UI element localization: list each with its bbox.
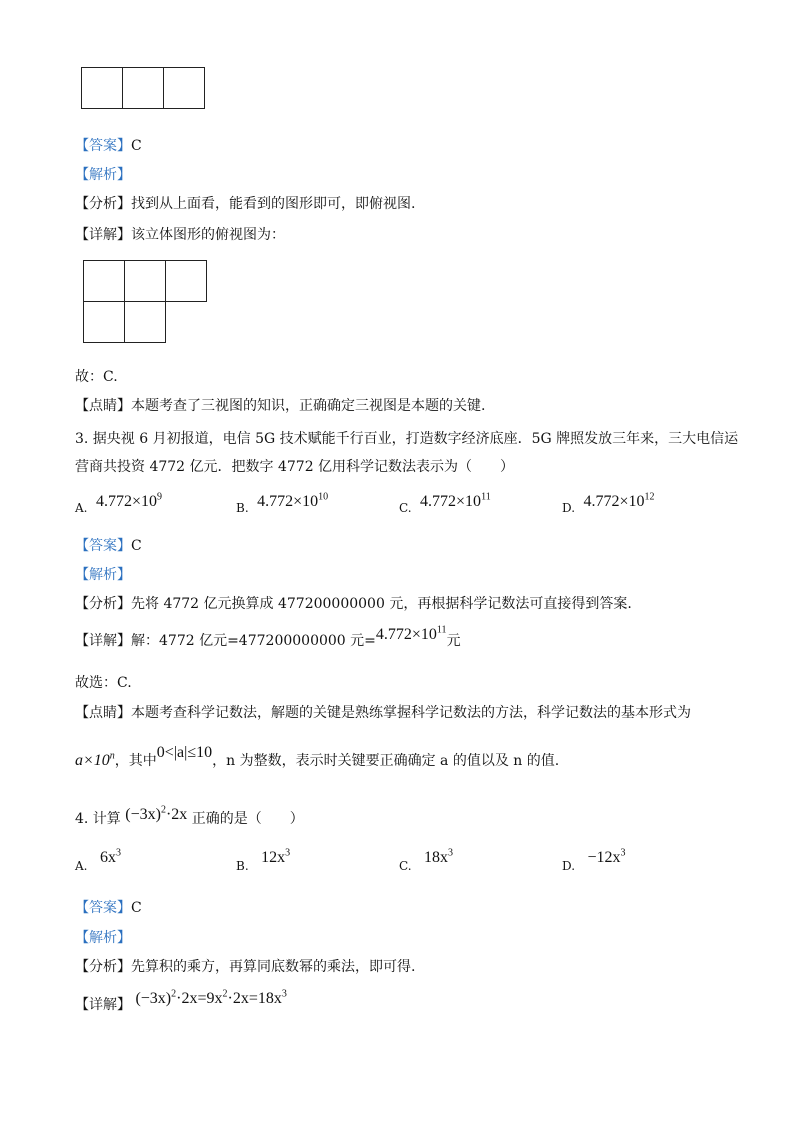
fenxi-text: 先算积的乘方，再算同底数幂的乘法，即可得.	[131, 959, 416, 975]
option-letter: A.	[75, 859, 88, 873]
answer-value: C	[131, 138, 142, 154]
answer-value: C	[131, 900, 142, 916]
option-letter: A.	[75, 501, 88, 515]
option-letter: D.	[562, 501, 576, 515]
figure-cell	[163, 67, 205, 109]
fenxi-text: 先将 4772 亿元换算成 477200000000 元，再根据科学记数法可直接得到答案.	[131, 596, 632, 612]
answer-value: C	[131, 538, 142, 554]
q3-option-a	[75, 491, 162, 515]
dianjing-line	[75, 395, 485, 415]
answer-tag: 【答案】	[75, 138, 131, 154]
option-value: $4.772\times 10^9$	[95, 491, 162, 510]
answer-line	[75, 135, 142, 155]
xiangjie-tag: 【详解】	[75, 227, 131, 243]
q3-analysis-tag: 【解析】	[75, 567, 131, 583]
figure-cell	[124, 301, 166, 343]
fenxi-line	[75, 193, 415, 213]
option-value: $12x^3$	[261, 847, 291, 866]
option-letter: B.	[236, 501, 249, 515]
figure-cell	[124, 260, 166, 302]
option-value: $4.772\times 10^{12}$	[583, 491, 655, 510]
xiangjie-math: $4.772\times 10^{11}$	[375, 624, 447, 643]
option-letter: C.	[399, 501, 412, 515]
option-value: $-12x^3$	[587, 847, 626, 866]
q3-stem-line2: 营商共投资 4772 亿元．把数字 4772 亿用科学记数法表示为（ ）	[75, 459, 515, 475]
fenxi-tag: 【分析】	[75, 959, 131, 975]
xiangjie-tag: 【详解】	[75, 997, 131, 1013]
q4-analysis-tag: 【解析】	[75, 930, 131, 946]
figure-cell	[165, 260, 207, 302]
q3-xiangjie-line	[75, 624, 461, 650]
figure-cell	[81, 67, 123, 109]
dianjing-mid: ，其中	[114, 753, 157, 769]
q3-fenxi-line	[75, 593, 632, 613]
option-value: $4.772\times 10^{10}$	[257, 491, 329, 510]
xiangjie-math: $(-3x)^2\cdot 2x=9x^2\cdot 2x=18x^3$	[135, 988, 287, 1007]
xiangjie-text: 该立体图形的俯视图为：	[131, 227, 285, 243]
q4-option-b	[236, 847, 291, 873]
dianjing-tag: 【点睛】	[75, 398, 131, 414]
q4-xiangjie-line	[75, 988, 287, 1014]
q3-stem-line1: 3. 据央视 6 月初报道，电信 5G 技术赋能千行百业，打造数字经济底座．5G 牌照发放三年来，三大电信运	[75, 431, 739, 447]
q3-option-c	[399, 491, 491, 515]
conclusion: 故：C.	[75, 369, 118, 385]
q4-option-c	[399, 847, 454, 873]
xiangjie-text: 解：4772 亿元=477200000000 元=	[131, 633, 376, 649]
analysis-tag: 【解析】	[75, 167, 131, 183]
dianjing-text: 本题考查科学记数法，解题的关键是熟练掌握科学记数法的方法，科学记数法的基本形式为	[131, 705, 691, 721]
q3-option-d	[562, 491, 655, 515]
figure-cell	[83, 260, 125, 302]
option-value: $4.772\times 10^{11}$	[420, 491, 491, 510]
fenxi-text: 找到从上面看，能看到的图形即可，即俯视图.	[131, 196, 416, 212]
dianjing-tag: 【点睛】	[75, 705, 131, 721]
q3-answer-line	[75, 535, 142, 555]
xiangjie-line	[75, 224, 285, 244]
q4-suffix: 正确的是（ ）	[191, 811, 304, 827]
q4-fenxi-line	[75, 956, 415, 976]
q4-answer-line	[75, 897, 142, 917]
math-range: 0<|a|≤10	[156, 744, 213, 761]
q3-dianjing-line2	[75, 744, 560, 770]
option-value: $18x^3$	[424, 847, 454, 866]
dianjing-tail: ，n 为整数，表示时关键要正确确定 a 的值以及 n 的值.	[212, 753, 560, 769]
figure-cell	[122, 67, 164, 109]
answer-tag: 【答案】	[75, 900, 131, 916]
xiangjie-tag: 【详解】	[75, 633, 131, 649]
dianjing-text: 本题考查了三视图的知识，正确确定三视图是本题的关键.	[131, 398, 486, 414]
fenxi-tag: 【分析】	[75, 196, 131, 212]
math-scientific-form: $a\times 10^n$	[75, 750, 115, 769]
q4-stem	[75, 804, 304, 828]
xiangjie-suffix: 元	[446, 633, 461, 649]
figure-cell	[83, 301, 125, 343]
option-letter: C.	[399, 859, 412, 873]
fenxi-tag: 【分析】	[75, 596, 131, 612]
q4-prefix: 4. 计算	[75, 811, 121, 827]
option-value: $6x^3$	[99, 847, 121, 866]
q4-option-d	[562, 847, 626, 873]
option-letter: B.	[236, 859, 249, 873]
q3-option-b	[236, 491, 329, 515]
q4-expression: $(-3x)^2\cdot 2x$	[125, 804, 188, 823]
option-letter: D.	[562, 859, 576, 873]
answer-tag: 【答案】	[75, 538, 131, 554]
q4-option-a	[75, 847, 121, 873]
q3-dianjing-line	[75, 702, 691, 722]
q3-conclusion: 故选：C.	[75, 675, 132, 691]
